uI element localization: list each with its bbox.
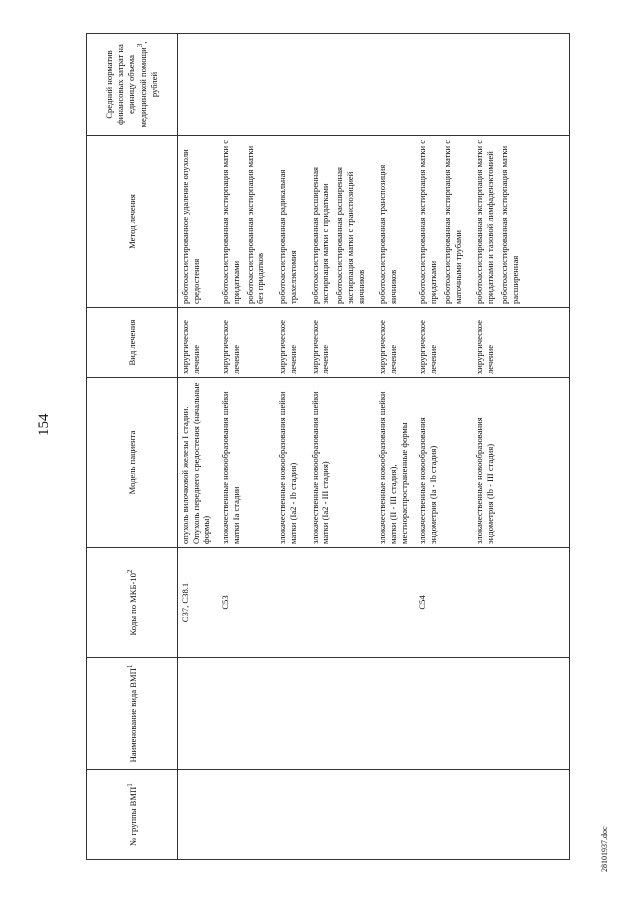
treatment-method-cell bbox=[411, 136, 468, 308]
vmp-name-cell bbox=[271, 658, 303, 770]
treatment-method-item: роботоассистированная расширенная экстирпация матки с придатками bbox=[309, 167, 331, 304]
group-number-cell bbox=[371, 770, 411, 860]
cost-cell bbox=[271, 34, 303, 136]
header-group-number: № группы ВМП$^1$ bbox=[87, 770, 178, 860]
icd-code-cell: C37, C38.1 bbox=[178, 548, 215, 658]
vmp-name-cell bbox=[178, 658, 215, 770]
cost-cell bbox=[371, 34, 411, 136]
group-number-cell bbox=[178, 770, 215, 860]
empty-cell bbox=[525, 548, 570, 658]
cost-cell bbox=[178, 34, 215, 136]
vmp-name-cell bbox=[371, 658, 411, 770]
treatment-method-cell bbox=[371, 136, 411, 308]
treatment-method-cell bbox=[304, 136, 372, 308]
cost-cell bbox=[468, 34, 525, 136]
header-vmp-name: Наименование вида ВМП$^1$ bbox=[87, 658, 178, 770]
header-treatment-kind: Вид лечения bbox=[87, 308, 178, 378]
treatment-method-item: роботоассистированная экстирпация матки без придатков bbox=[244, 145, 266, 304]
header-cost: Средний норматив финансовых затрат на единицу объема медицинской помощи$^3$, рублей bbox=[87, 34, 178, 136]
header-treatment-method: Метод лечения bbox=[87, 136, 178, 308]
empty-cell bbox=[525, 308, 570, 378]
icd-code-cell: C53 bbox=[214, 548, 271, 658]
header-icd-codes: Коды по МКБ-$10^2$ bbox=[87, 548, 178, 658]
table-body bbox=[178, 34, 570, 860]
group-number-cell bbox=[411, 770, 468, 860]
group-number-cell bbox=[271, 770, 303, 860]
treatment-method-item: роботоассистированная экстирпация матки расширенная bbox=[498, 145, 520, 304]
header-patient-model: Модель пациента bbox=[87, 378, 178, 548]
group-number-cell bbox=[214, 770, 271, 860]
icd-code-cell bbox=[371, 548, 411, 658]
group-number-cell bbox=[468, 770, 525, 860]
treatment-method-item: роботоассистированная экстирпация матки с придатками bbox=[220, 139, 241, 304]
page-number: 154 bbox=[36, 413, 52, 436]
treatment-method-cell bbox=[178, 136, 215, 308]
icd-code-cell bbox=[304, 548, 372, 658]
table-row bbox=[411, 34, 468, 860]
treatment-kind-cell: хирургическое лечение bbox=[371, 308, 411, 378]
group-number-cell bbox=[304, 770, 372, 860]
treatment-method-item: роботоассистированная расширенная экстирпация матки с транспозицией яичников bbox=[334, 167, 366, 304]
cost-cell bbox=[214, 34, 271, 136]
table-row bbox=[214, 34, 271, 860]
vmp-name-cell bbox=[468, 658, 525, 770]
treatment-method-cell bbox=[271, 136, 303, 308]
patient-model-cell: злокачественные новообразования эндометрия (Ia - Ib стадия) bbox=[411, 378, 468, 548]
treatment-kind-cell: хирургическое лечение bbox=[178, 308, 215, 378]
filler-row bbox=[525, 34, 570, 860]
patient-model-cell: опухоль вилочковой железы I стадии. Опухоль переднего средостения (начальные формы) bbox=[178, 378, 215, 548]
empty-cell bbox=[525, 378, 570, 548]
vmp-name-cell bbox=[304, 658, 372, 770]
cost-cell bbox=[304, 34, 372, 136]
treatment-kind-cell: хирургическое лечение bbox=[214, 308, 271, 378]
treatment-method-item: роботоассистированная радикальная трахелэктомия bbox=[277, 169, 298, 304]
treatment-method-item: роботоассистированная экстирпация матки с придатками и тазовой лимфаденэктомией bbox=[474, 139, 496, 304]
cost-cell bbox=[411, 34, 468, 136]
patient-model-cell: злокачественные новообразования шейки матки Ia стадии bbox=[214, 378, 271, 548]
patient-model-cell: злокачественные новообразования шейки матки (Ia2 - III стадия) bbox=[304, 378, 372, 548]
icd-code-cell bbox=[271, 548, 303, 658]
treatment-method-item: роботоассистированное удаление опухоли средостения bbox=[180, 149, 201, 304]
treatment-kind-cell: хирургическое лечение bbox=[304, 308, 372, 378]
vmp-name-cell bbox=[214, 658, 271, 770]
vmp-table bbox=[86, 33, 570, 860]
document-code: 28101937.doc bbox=[600, 826, 609, 872]
treatment-method-item: роботоассистированная экстирпация матки с придатками bbox=[417, 139, 439, 304]
empty-cell bbox=[525, 770, 570, 860]
treatment-method-item: роботоассистированная экстирпация матки с маточными трубами bbox=[441, 139, 463, 304]
table-row bbox=[178, 34, 215, 860]
vmp-name-cell bbox=[411, 658, 468, 770]
empty-cell bbox=[525, 136, 570, 308]
patient-model-cell: злокачественные новообразования эндометрия (Ib - III стадия) bbox=[468, 378, 525, 548]
table-row bbox=[371, 34, 411, 860]
treatment-method-cell bbox=[468, 136, 525, 308]
treatment-kind-cell: хирургическое лечение bbox=[411, 308, 468, 378]
icd-code-cell bbox=[468, 548, 525, 658]
treatment-kind-cell: хирургическое лечение bbox=[271, 308, 303, 378]
rotated-table-container bbox=[86, 34, 628, 860]
patient-model-cell: злокачественные новообразования шейки матки (II - III стадия), местнораспространенные формы bbox=[371, 378, 411, 548]
treatment-method-cell bbox=[214, 136, 271, 308]
empty-cell bbox=[525, 34, 570, 136]
table-row bbox=[271, 34, 303, 860]
empty-cell bbox=[525, 658, 570, 770]
table-row bbox=[304, 34, 372, 860]
header-row bbox=[87, 34, 178, 860]
table-row bbox=[468, 34, 525, 860]
icd-code-cell: C54 bbox=[411, 548, 468, 658]
treatment-kind-cell: хирургическое лечение bbox=[468, 308, 525, 378]
treatment-method-item: роботоассистированная транспозиция яичников bbox=[377, 164, 399, 304]
patient-model-cell: злокачественные новообразования шейки матки (Ia2 - Ib стадия) bbox=[271, 378, 303, 548]
